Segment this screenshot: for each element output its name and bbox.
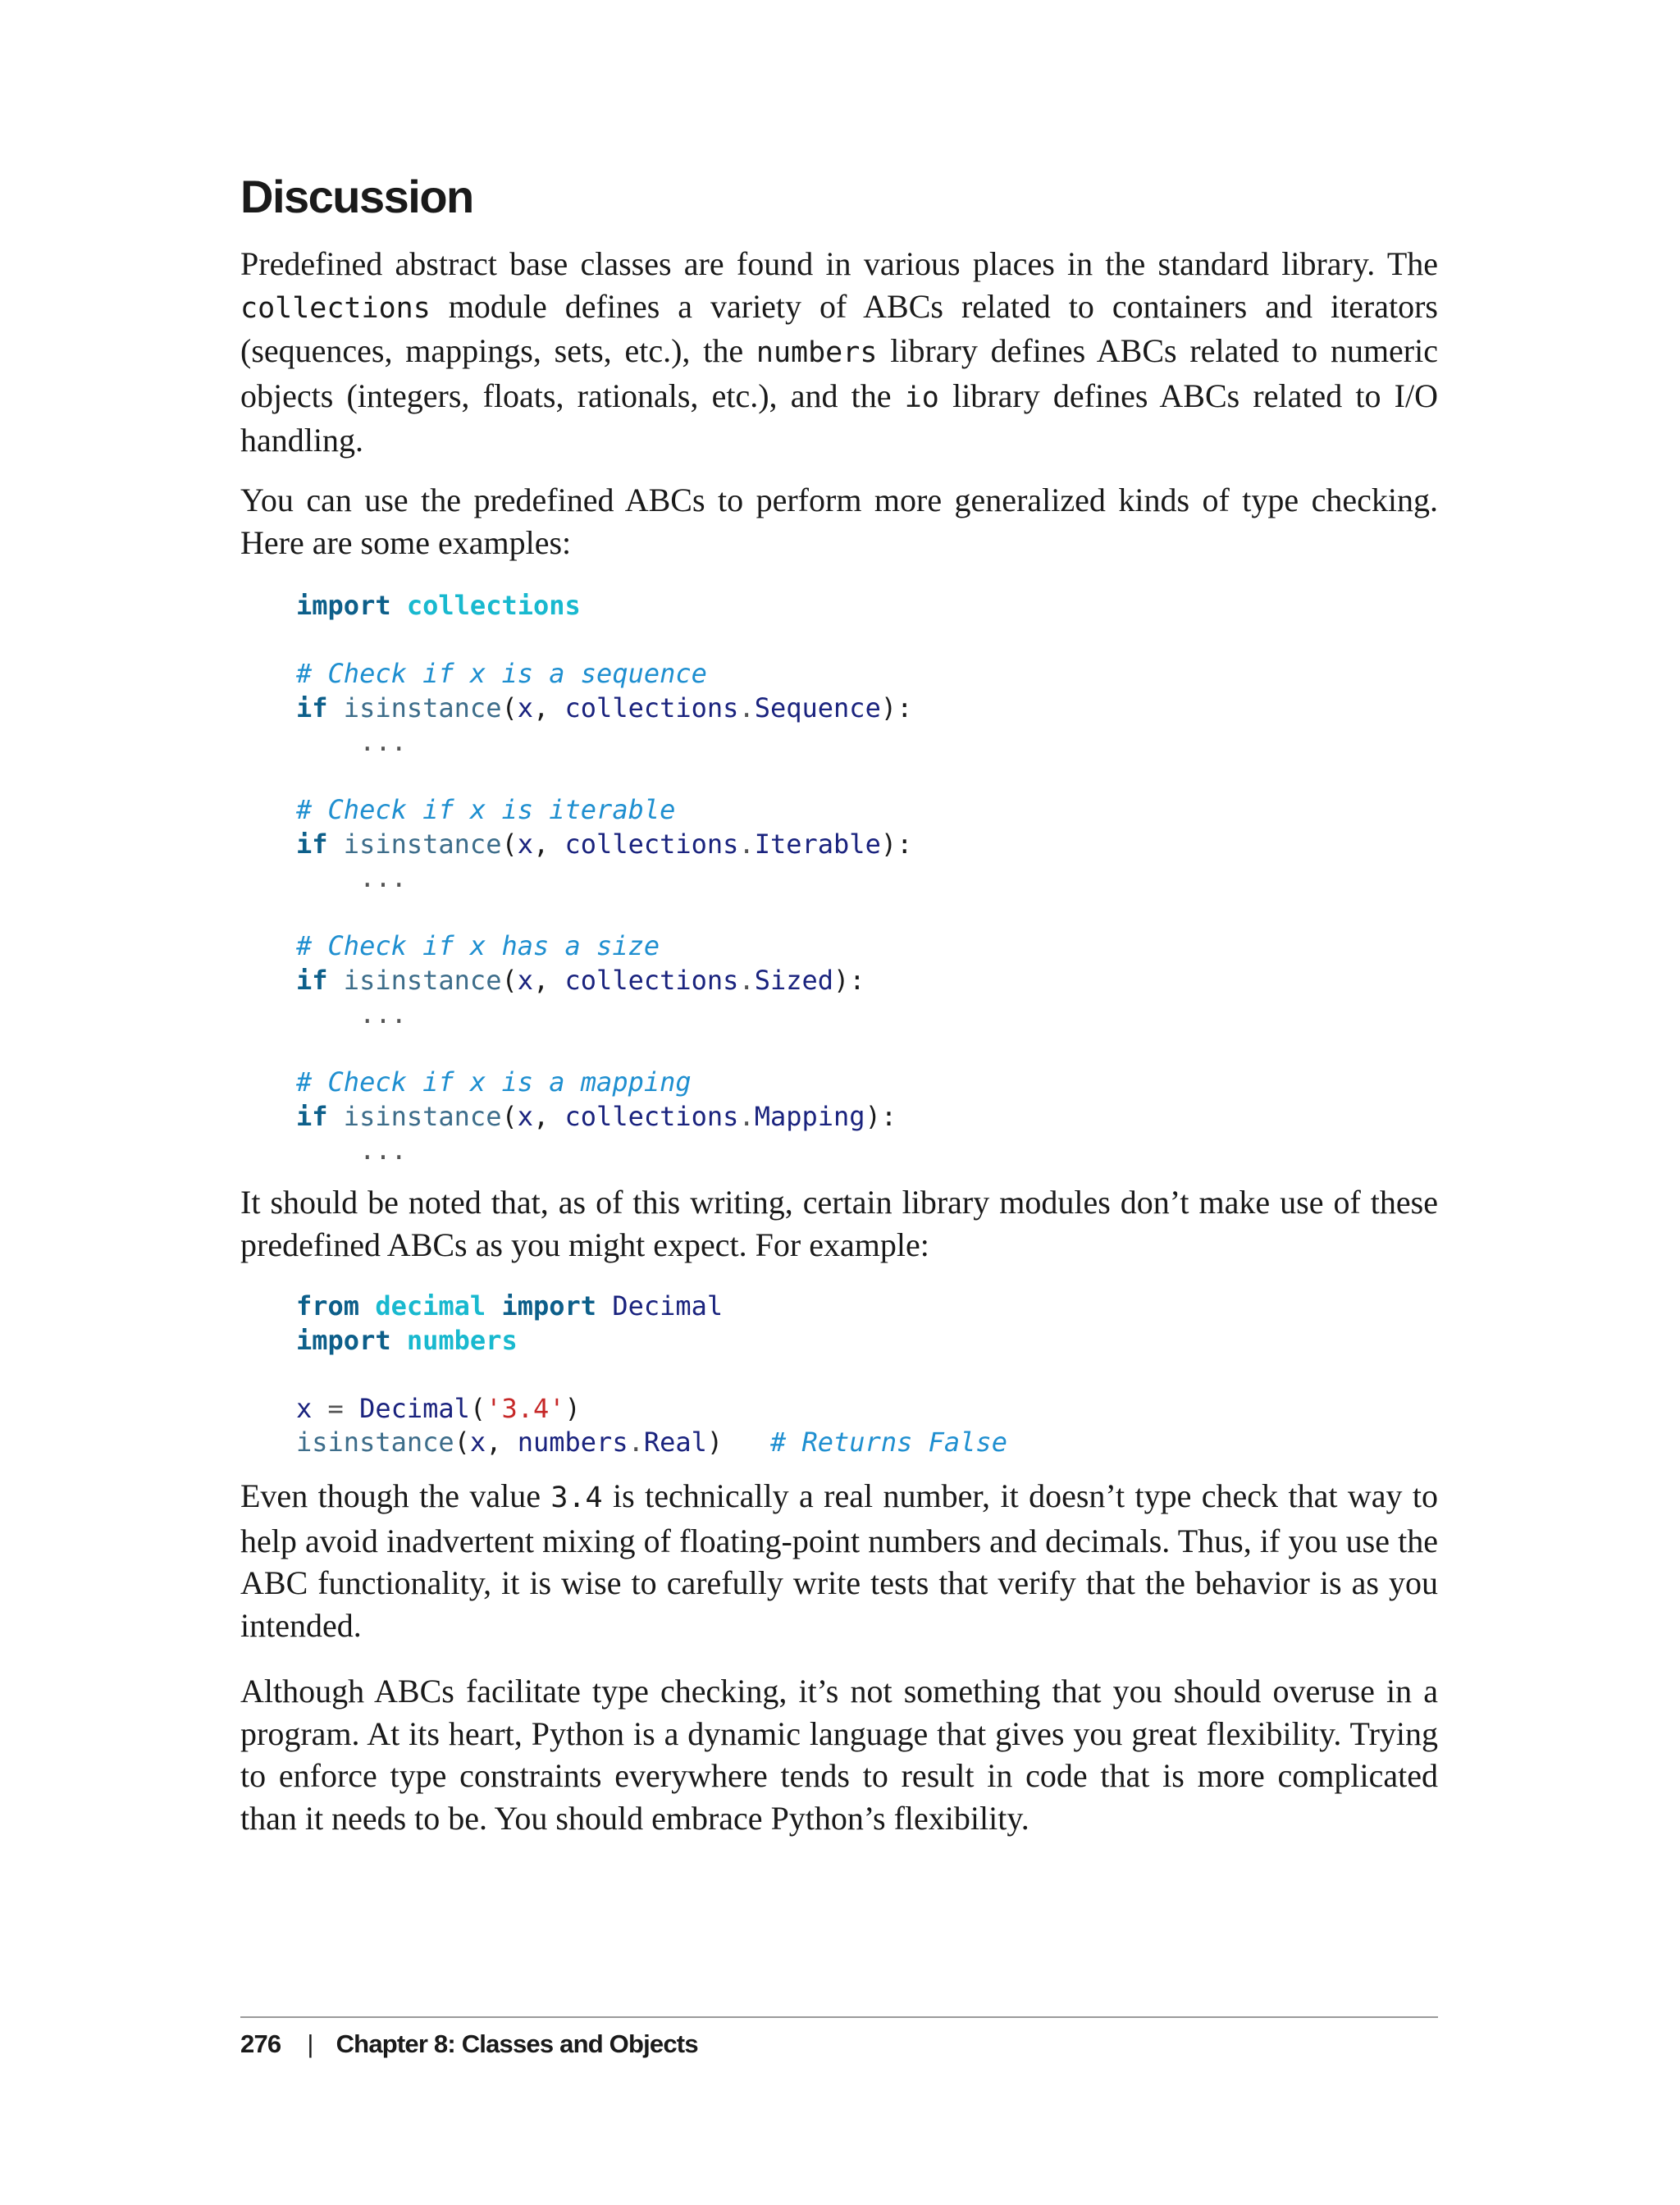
code-comment: # Returns False	[769, 1427, 1007, 1458]
inline-code-value: 3.4	[550, 1481, 603, 1514]
code-keyword: import	[296, 590, 391, 621]
inline-code-io: io	[904, 381, 939, 414]
page-number: 276	[240, 2029, 281, 2058]
paragraph-examples-intro: You can use the predefined ABCs to perform more generalized kinds of type checking. Here are some examples:	[240, 482, 1438, 561]
code-module: collections	[406, 590, 581, 621]
paragraph-decimal-explanation: Even though the value 3.4 is technically a real number, it doesn’t type check that way to help avoid inadvertent mixing of floating-point numbers and decimals. Thus, if you use the ABC functionality, it is wise to carefully write tests that verify that the behavior is as you intended.	[240, 1477, 1438, 1644]
page-footer	[240, 2029, 698, 2059]
code-comment: # Check if x has a size	[296, 930, 660, 961]
inline-code-collections: collections	[240, 291, 431, 325]
paragraph-library-note: It should be noted that, as of this writing, certain library modules don’t make use of these predefined ABCs as you might expect. For example:	[240, 1184, 1438, 1263]
code-comment: # Check if x is iterable	[296, 794, 676, 825]
paragraph-flexibility: Although ABCs facilitate type checking, it’s not something that you should overuse in a program. At its heart, Python is a dynamic language that gives you great flexibility. Trying to enforce type constraints everywhere tends to result in code that is more complicated than it needs to be. You should embrace Python’s flexibility.	[240, 1673, 1438, 1837]
code-block-decimal: from decimal import Decimal import numbers x = Decimal('3.4') isinstance(x, numbers.Real) # Returns False	[296, 1290, 1007, 1458]
inline-code-numbers: numbers	[756, 336, 878, 369]
footer-separator: |	[307, 2029, 313, 2058]
code-comment: # Check if x is a sequence	[296, 658, 707, 689]
section-heading: Discussion	[240, 171, 473, 222]
chapter-title: Chapter 8: Classes and Objects	[336, 2029, 698, 2058]
code-block-collections: import collections # Check if x is a sequence if isinstance(x, collections.Sequence): ... # Check if x is iterable if isinstance(x, collections.Iterable): ... # Check if x has a size if isinstance(x, collections.Sized): ... # Check if x is a mapping if isinstance(x, collections.Mapping): ...	[296, 590, 913, 1166]
paragraph-intro: Predefined abstract base classes are found in various places in the standard library. The collections module defines a variety of ABCs related to containers and iterators (sequences, mappings, sets, etc.), the numbers library defines ABCs related to numeric objects (integers, floats, rationals, etc.), and the io library defines ABCs related to I/O handling.	[240, 245, 1438, 459]
code-comment: # Check if x is a mapping	[296, 1066, 692, 1098]
footer-divider	[240, 2016, 1438, 2018]
